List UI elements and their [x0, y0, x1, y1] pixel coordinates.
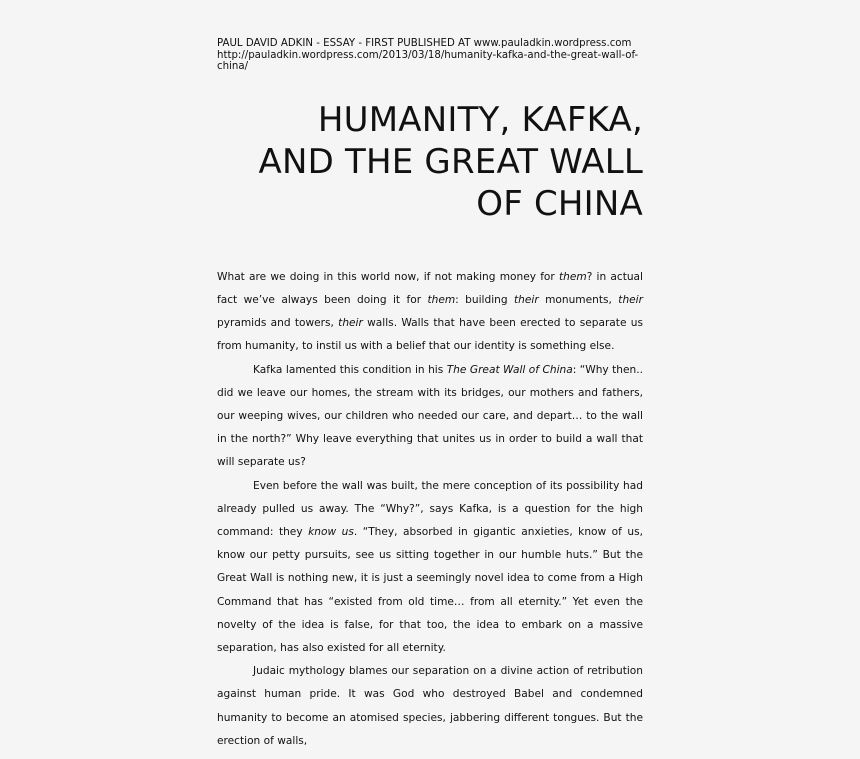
italic-text: The Great Wall of China	[446, 363, 573, 376]
italic-text: know us	[308, 526, 354, 539]
publication-header	[217, 38, 643, 73]
italic-text: their	[338, 317, 363, 330]
paragraph-text: Even before the wall was built, the mere conception of its possibility had already pulled us away. The “Why?”, says Kafka, is a question for the high command: they	[217, 479, 643, 539]
title-line-2: AND THE GREAT WALL	[258, 141, 643, 182]
italic-text: them	[427, 293, 456, 306]
essay-paragraph	[217, 660, 643, 753]
paragraph-text: pyramids and towers,	[217, 317, 339, 330]
paragraph-text: Judaic mythology blames our separation on a divine action of retribution against human pride. It was God who destroyed Babel and condemned humanity to become an atomised species, jabbering different tongues. But the erection of walls,	[217, 665, 643, 747]
italic-text: their	[513, 293, 539, 306]
header-line-2: http://pauladkin.wordpress.com/2013/03/18/humanity-kafka-and-the-great-wall-of-	[217, 49, 639, 61]
paragraph-text: : “Why then.. did we leave our homes, the stream with its bridges, our mothers and fathers, our weeping wives, our children who needed our care, and depart… to the wall in the north?” Why leave everything that unites us in order to build a wall that will separate us?	[217, 363, 643, 469]
paragraph-text: ? in actual fact we’ve always been doing it for	[217, 270, 643, 306]
paragraph-text: : building	[455, 293, 514, 306]
title-line-3: OF CHINA	[476, 183, 643, 224]
essay-paragraph	[217, 359, 643, 475]
italic-text: them	[558, 270, 587, 283]
essay-paragraph	[217, 475, 643, 661]
header-line-3: china/	[217, 61, 249, 73]
paragraph-text: . “They, absorbed in gigantic anxieties, know of us, know our petty pursuits, see us sitting together in our humble huts.” But the Great Wall is nothing new, it is just a seemingly novel idea to come from a High Command that has “existed from old time… from all eternity.” Yet even the novelty of the idea is false, for that too, the idea to embark on a massive separation, has also existed for all eternity.	[217, 526, 643, 655]
paragraph-text: monuments,	[538, 293, 619, 306]
paragraph-text: What are we doing in this world now, if not making money for	[217, 270, 559, 283]
essay-title	[217, 99, 643, 225]
document-page	[217, 38, 643, 753]
italic-text: their	[618, 293, 643, 306]
paragraph-text: walls. Walls that have been erected to separate us from humanity, to instil us with a belief that our identity is something else.	[217, 317, 643, 353]
title-line-1: HUMANITY, KAFKA,	[317, 99, 643, 140]
essay-body	[217, 266, 643, 753]
paragraph-text: Kafka lamented this condition in his	[253, 363, 447, 376]
header-line-1: PAUL DAVID ADKIN - ESSAY - FIRST PUBLISHED AT www.pauladkin.wordpress.com	[217, 38, 632, 49]
essay-paragraph	[217, 266, 643, 359]
